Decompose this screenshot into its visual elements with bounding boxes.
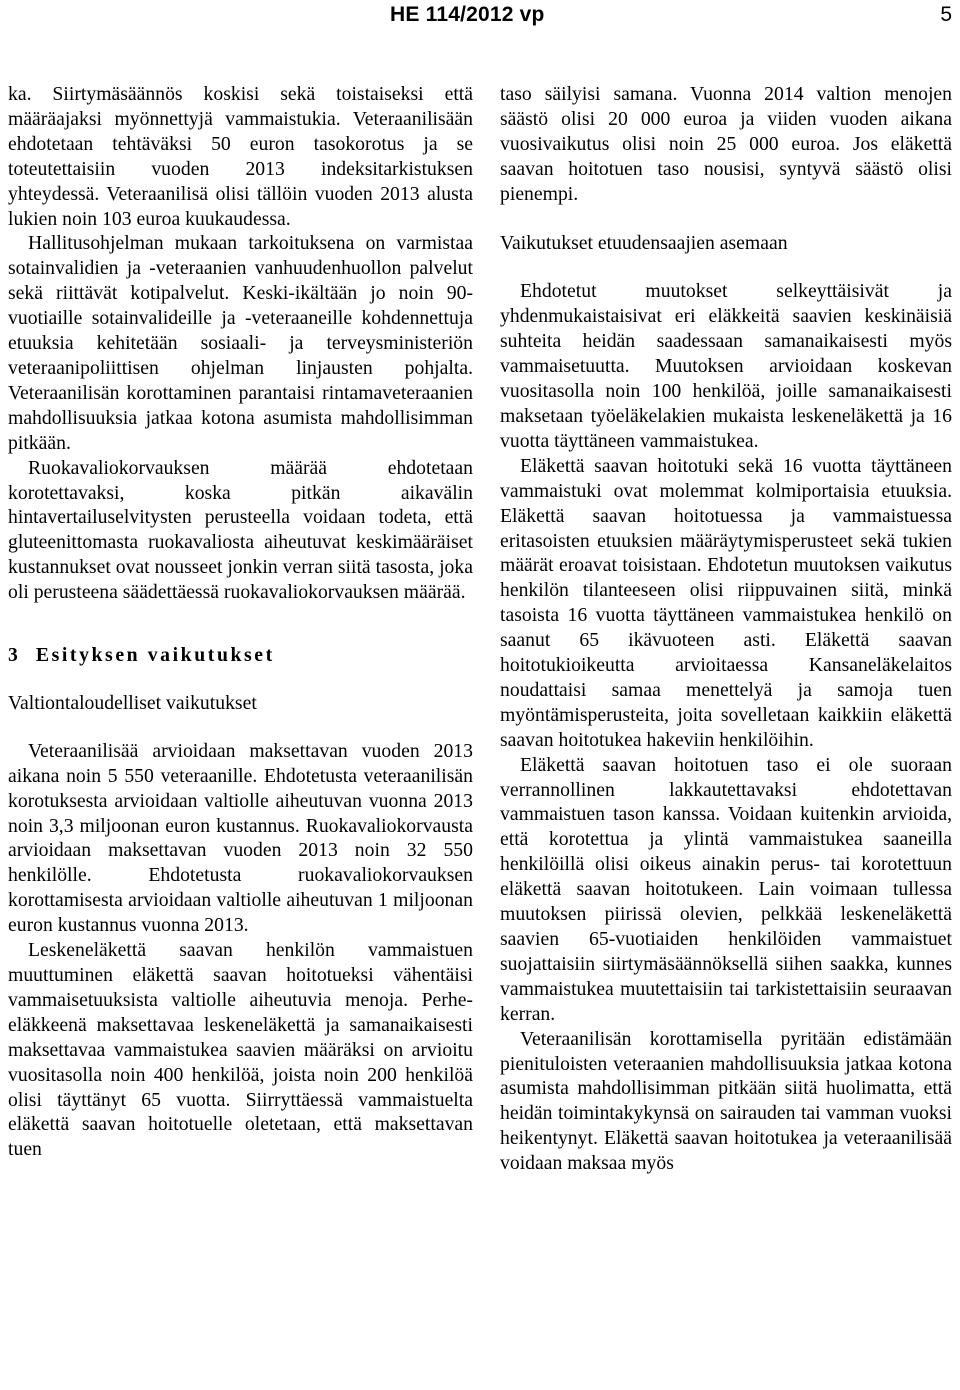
- document-id: HE 114/2012 vp: [390, 3, 545, 26]
- page-number: 5: [940, 3, 952, 26]
- section-number: 3: [8, 644, 18, 667]
- paragraph: Eläkettä saavan hoitotuki sekä 16 vuotta täyttäneen vammaistuki ovat molemmat kolmiportaisia etuuksia. Eläkettä saavan hoitotuessa ja vammaistuessa eritasoisten etuuksien määräytymisperusteet sekä tukien määrät eroavat toisistaan. Ehdotetun muutoksen vaikutus henkilön tilanteeseen olisi riippuvainen siitä, minkä tasoista 16 vuotta täyttäneen vammaistukea henkilö on saanut 65 ikävuoteen asti. Eläkettä saavan hoitotukioikeutta arvioitaessa Kansaneläkelaitos noudattaisi samaa menettelyä ja samoja tuen myöntämisperusteita, joita sovelletaan kaikkiin eläkettä saavan hoitotukea hakeviin henkilöihin.: [500, 454, 952, 751]
- left-column: [8, 82, 473, 1162]
- paragraph: taso säilyisi samana. Vuonna 2014 valtion menojen säästö olisi 20 000 euroa ja viiden vuoden aikana vuosivaikutus olisi noin 25 000 euroa. Jos eläkettä saavan hoitotuen taso nousisi, syntyvä säästö olisi pienempi.: [500, 83, 952, 205]
- right-column: [500, 82, 952, 1176]
- paragraph: Ehdotetut muutokset selkeyttäisivät ja yhdenmukaistaisivat eri eläkkeitä saavien keskinäisiä suhteita heidän saadessaan samanaikaisesti myös vammaisetuutta. Muutoksen arvioidaan koskevan vuositasolla noin 100 henkilöä, joille samanaikaisesti maksetaan työeläkelakien mukaista leskeneläkettä ja 16 vuotta täyttäneen vammaistukea.: [500, 280, 952, 452]
- paragraph: Veteraanilisän korottamisella pyritään edistämään pienituloisten veteraanien mahdollisuuksia jatkaa kotona asumista mahdollisimman pitkään siitä huolimatta, että heidän toimintakykynsä on sairauden tai vamman vuoksi heikentynyt. Eläkettä saavan hoitotukea ja veteraanilisää voidaan maksaa myös: [500, 1027, 952, 1175]
- paragraph: Veteraanilisää arvioidaan maksettavan vuoden 2013 aikana noin 5 550 veteraanille. Ehdotetusta veteraanilisän korotuksesta arvioidaan valtiolle aiheutuvan vuonna 2013 noin 3,3 miljoonan euron kustannus. Ruokavaliokorvausta arvioidaan maksettavan vuoden 2013 noin 32 550 henkilölle. Ehdotetusta ruokavaliokorvauksen korottamisesta arvioidaan valtiolle aiheutuvan 1 miljoonan euron kustannus vuonna 2013.: [8, 739, 473, 937]
- paragraph: Ruokavaliokorvauksen määrää ehdotetaan korotettavaksi, koska pitkän aikavälin hintavertailuselvitysten perusteella voidaan todeta, että gluteenittomasta ruokavaliosta aiheutuvat keskimääräiset kustannukset ovat nousseet jonkin verran siitä tasosta, joka oli perusteena säädettäessä ruokavaliokorvauksen määrää.: [8, 456, 473, 604]
- paragraph: Leskeneläkettä saavan henkilön vammaistuen muuttuminen eläkettä saavan hoitotueksi vähentäisi vammaisetuuksista valtiolle aiheutuvia menoja. Perhe-eläkkeenä maksettavaa leskeneläkettä ja samanaikaisesti maksettavaa vammaistukea saavien määräksi on arvioitu vuositasolla noin 400 henkilöä, joista noin 200 henkilöä olisi täyttänyt 65 vuotta. Siirryttäessä vammaistuelta eläkettä saavan hoitotuelle oletetaan, että maksettavan tuen: [8, 939, 473, 1161]
- paragraph: Hallitusohjelman mukaan tarkoituksena on varmistaa sotainvalidien ja -veteraanien vanhuudenhuollon palvelut sekä riittävät kotipalvelut. Keski-ikältään jo noin 90-vuotiaille sotainvalideille ja -veteraaneille kohdennettuja etuuksia kehitetään sosiaali- ja terveysministeriön veteraanipoliittisen ohjelman linjausten pohjalta. Veteraanilisän korottaminen parantaisi rintamaveteraanien mahdollisuuksia jatkaa kotona asumista mahdollisimman pitkään.: [8, 232, 473, 454]
- page-header: [0, 0, 960, 40]
- section-heading: [8, 643, 473, 668]
- paragraph: ka. Siirtymäsäännös koskisi sekä toistaiseksi että määräajaksi myönnettyjä vammaistukia. Veteraanilisään ehdotetaan tehtäväksi 50 euron tasokorotus ja se toteutettaisiin vuoden 2013 indeksitarkistuksen yhteydessä. Veteraanilisä olisi tällöin vuoden 2013 alusta lukien noin 103 euroa kuukaudessa.: [8, 83, 473, 230]
- section-title: Esityksen vaikutukset: [35, 644, 275, 667]
- paragraph: Eläkettä saavan hoitotuen taso ei ole suoraan verrannollinen lakkautettavaksi ehdotettavan vammaistuen tason kanssa. Voidaan kuitenkin arvioida, että korotettua ja ylintä vammaistukea saaneilla henkilöillä olisi oikeus ainakin perus- tai korotettuun eläkettä saavan hoitotukeen. Lain voimaan tullessa muutoksen piirissä olevien, pelkkää leskeneläkettä saavien 65-vuotiaiden henkilöiden vammaistuet suojattaisiin siirtymäsäännöksellä siihen saakka, kunnes vammaistukea muutettaisiin tai tarkistettaisiin seuraavan kerran.: [500, 753, 952, 1025]
- subheading: Valtiontaloudelliset vaikutukset: [8, 691, 257, 714]
- subheading: Vaikutukset etuudensaajien asemaan: [500, 231, 788, 254]
